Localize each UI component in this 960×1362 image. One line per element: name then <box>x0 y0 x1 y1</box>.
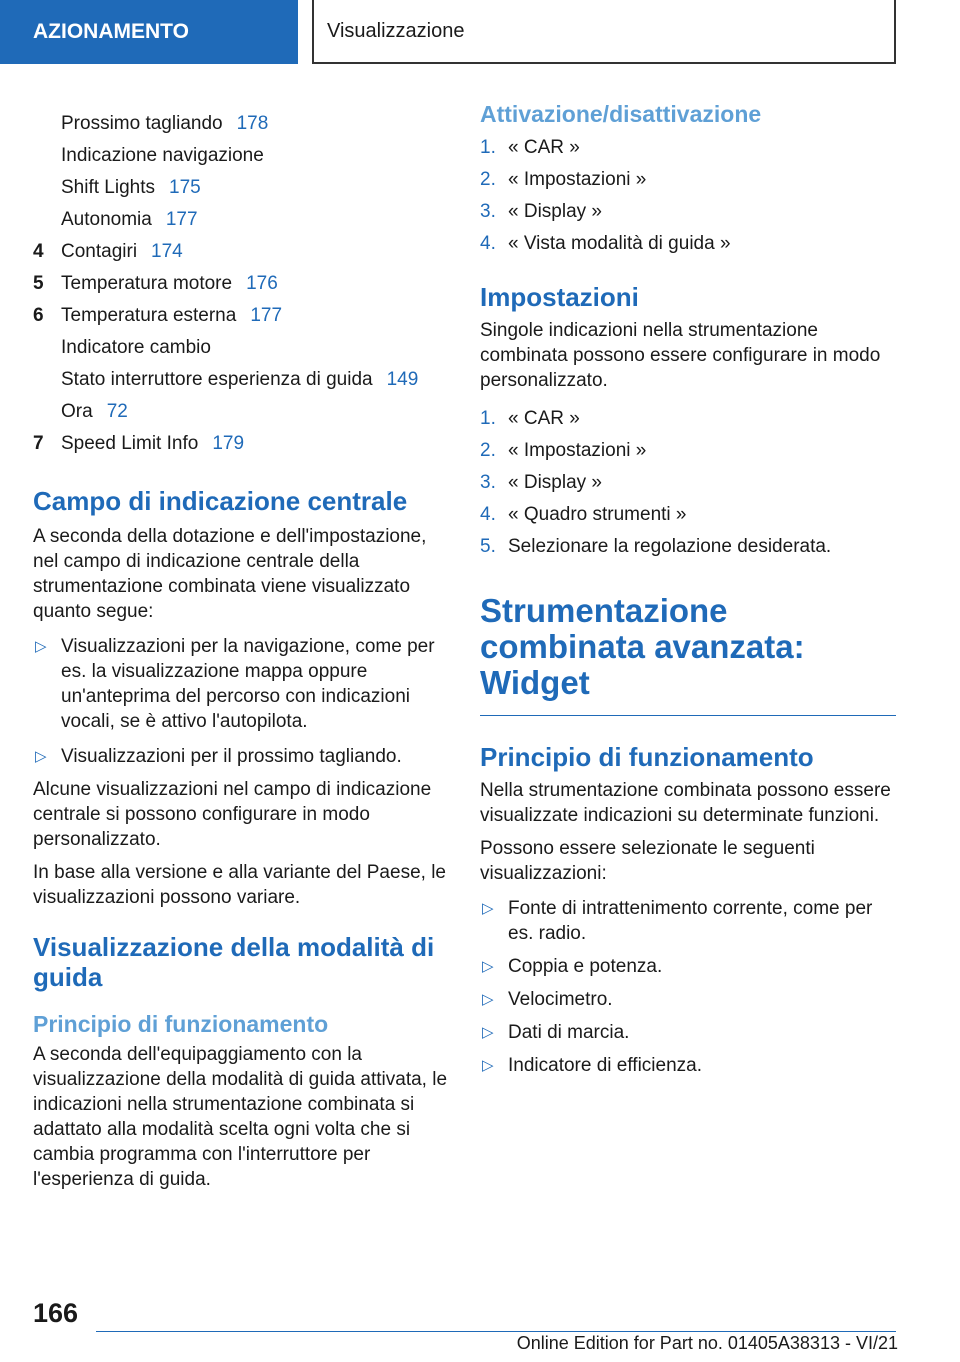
item-number: 4 <box>33 241 44 262</box>
step-number: 4. <box>480 233 496 254</box>
step-number: 3. <box>480 472 496 493</box>
step-number: 2. <box>480 440 496 461</box>
bullet-text: Coppia e potenza. <box>508 956 663 977</box>
step-text: « Impostazioni » <box>508 169 647 190</box>
step-item <box>480 196 896 228</box>
list-item <box>33 268 453 300</box>
step-item <box>480 435 896 467</box>
item-text: Autonomia <box>61 209 152 230</box>
settings-steps <box>480 403 896 563</box>
item-text: Temperatura esterna <box>61 305 237 326</box>
central-paragraph: A seconda della dotazione e dell'impostazione, nel campo di indicazione centrale della strumentazione combinata viene visualizzato quanto segue: <box>33 526 427 622</box>
list-item <box>33 300 453 332</box>
step-number: 2. <box>480 169 496 190</box>
activation-steps <box>480 132 896 260</box>
list-item <box>33 204 453 236</box>
widget-heading: Strumentazione combinata avanzata: Widget <box>480 592 805 701</box>
bullet-text: Indicatore di efficienza. <box>508 1055 702 1076</box>
item-text: Contagiri <box>61 241 138 262</box>
step-item <box>480 164 896 196</box>
list-item <box>33 140 453 172</box>
step-number: 3. <box>480 201 496 222</box>
step-number: 5. <box>480 536 496 557</box>
page-ref-link[interactable]: 72 <box>106 401 128 422</box>
step-item <box>480 467 896 499</box>
triangle-right-icon: ▷ <box>482 991 494 1008</box>
step-text: « Display » <box>508 472 602 493</box>
central-heading: Campo di indicazione centrale <box>33 486 408 516</box>
triangle-right-icon: ▷ <box>35 638 47 655</box>
item-text: Indicazione navigazione <box>61 145 264 166</box>
step-text: « Impostazioni » <box>508 440 647 461</box>
left-column <box>33 100 453 1192</box>
bullet-text: Velocimetro. <box>508 989 613 1010</box>
mode-subheading: Principio di funzionamento <box>33 1011 329 1037</box>
settings-heading: Impostazioni <box>480 282 639 312</box>
bullet-text: Visualizzazioni per la navigazione, come per es. la visualizzazione mappa oppure un'anteprima del percorso con indicazioni vocali, se è attivo l'autopilota. <box>61 636 435 732</box>
widget-paragraph: Nella strumentazione combinata possono essere visualizzate indicazioni su determinate funzioni. <box>480 780 891 826</box>
settings-paragraph: Singole indicazioni nella strumentazione combinata possono essere configurare in modo personalizzato. <box>480 320 881 391</box>
item-text: Prossimo tagliando <box>61 113 223 134</box>
item-text: Shift Lights <box>61 177 155 198</box>
triangle-right-icon: ▷ <box>482 958 494 975</box>
list-item <box>33 172 453 204</box>
page-number: 166 <box>33 1298 79 1328</box>
list-item <box>33 396 453 428</box>
bullet-text: Fonte di intrattenimento corrente, come per es. radio. <box>508 898 873 944</box>
step-item <box>480 403 896 435</box>
edition-footer: Online Edition for Part no. 01405A38313 - VI/21 <box>516 1333 898 1353</box>
list-item <box>480 896 896 946</box>
list-item <box>480 1020 896 1045</box>
list-item <box>480 1053 896 1078</box>
triangle-right-icon: ▷ <box>482 1024 494 1041</box>
list-item <box>33 428 453 460</box>
index-list <box>33 100 453 460</box>
triangle-right-icon: ▷ <box>482 1057 494 1074</box>
widget-subheading: Principio di funzionamento <box>480 742 814 772</box>
item-number: 7 <box>33 433 44 454</box>
page-title-text: Visualizzazione <box>327 19 465 42</box>
step-item <box>480 499 896 531</box>
bullet-text: Dati di marcia. <box>508 1022 630 1043</box>
central-paragraph: Alcune visualizzazioni nel campo di indicazione centrale si possono configurare in modo personalizzato. <box>33 779 432 850</box>
item-text: Stato interruttore esperienza di guida <box>61 369 373 390</box>
item-number: 5 <box>33 273 44 294</box>
bullet-text: Visualizzazioni per il prossimo tagliando. <box>61 746 402 767</box>
page-ref-link[interactable]: 177 <box>250 305 283 326</box>
list-item <box>33 236 453 268</box>
section-tab <box>0 0 298 64</box>
item-number: 6 <box>33 305 44 326</box>
item-text: Ora <box>61 401 93 422</box>
heading-divider <box>480 715 896 716</box>
list-item <box>33 634 453 734</box>
step-number: 4. <box>480 504 496 525</box>
list-item <box>33 108 453 140</box>
page-ref-link[interactable]: 176 <box>246 273 278 294</box>
page-ref-link[interactable]: 174 <box>151 241 183 262</box>
step-text: « CAR » <box>508 137 580 158</box>
item-text: Temperatura motore <box>61 273 233 294</box>
step-item <box>480 132 896 164</box>
step-text: « CAR » <box>508 408 580 429</box>
footer-divider <box>96 1331 896 1332</box>
list-item <box>480 987 896 1012</box>
activation-heading: Attivazione/disattivazione <box>480 101 762 127</box>
list-item <box>33 744 453 769</box>
step-number: 1. <box>480 137 496 158</box>
mode-heading: Visualizzazione della modalità di guida <box>33 932 435 992</box>
central-paragraph: In base alla versione e alla variante del Paese, le visualizzazioni possono variare. <box>33 862 446 908</box>
step-number: 1. <box>480 408 496 429</box>
widget-paragraph: Possono essere selezionate le seguenti visualizzazioni: <box>480 838 815 884</box>
mode-paragraph: A seconda dell'equipaggiamento con la visualizzazione della modalità di guida attivata, le indicazioni nella strumentazione combinata si adattato alla modalità scelta ogni volta che si cambia programma con l'interruttore per l'esperienza di guida. <box>33 1044 448 1190</box>
right-column <box>480 100 896 1078</box>
step-text: « Vista modalità di guida » <box>508 233 731 254</box>
triangle-right-icon: ▷ <box>35 748 47 765</box>
triangle-right-icon: ▷ <box>482 900 494 917</box>
step-item <box>480 531 896 563</box>
page-ref-link[interactable]: 175 <box>169 177 201 198</box>
page-title <box>312 0 896 64</box>
step-text: « Quadro strumenti » <box>508 504 687 525</box>
step-text: « Display » <box>508 201 602 222</box>
list-item <box>480 954 896 979</box>
list-item <box>33 364 453 396</box>
step-text: Selezionare la regolazione desiderata. <box>508 536 832 557</box>
page-ref-link[interactable]: 178 <box>236 113 269 134</box>
page-ref-link[interactable]: 179 <box>212 433 245 454</box>
step-item <box>480 228 896 260</box>
page-ref-link[interactable]: 177 <box>165 209 198 230</box>
page-ref-link[interactable]: 149 <box>386 369 419 390</box>
item-text: Speed Limit Info <box>61 433 199 454</box>
section-label: AZIONAMENTO <box>33 20 189 43</box>
list-item <box>33 332 453 364</box>
item-text: Indicatore cambio <box>61 337 211 358</box>
